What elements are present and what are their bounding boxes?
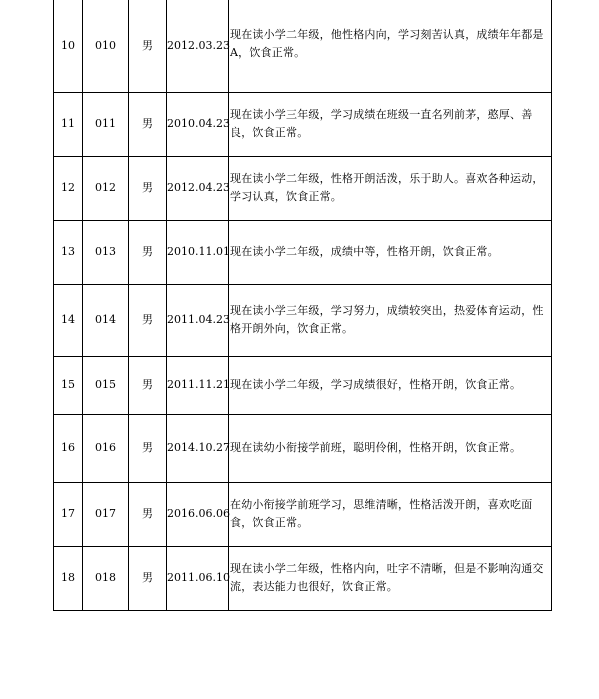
table-row [54, 0, 552, 92]
birth-date-cell: 2011.11.21 [167, 356, 229, 414]
table-row [54, 220, 552, 284]
table-row [54, 414, 552, 482]
description-cell: 现在读幼小衔接学前班，聪明伶俐，性格开朗，饮食正常。 [229, 414, 552, 482]
birth-date-cell: 2016.06.06 [167, 482, 229, 546]
gender-cell: 男 [129, 546, 167, 610]
description-cell: 现在读小学二年级，他性格内向，学习刻苦认真，成绩年年都是A，饮食正常。 [229, 0, 552, 92]
student-id-cell: 015 [83, 356, 129, 414]
birth-date-cell: 2012.04.23 [167, 156, 229, 220]
description-cell: 现在读小学二年级，性格内向，吐字不清晰，但是不影响沟通交流，表达能力也很好，饮食正常。 [229, 546, 552, 610]
gender-cell: 男 [129, 356, 167, 414]
description-cell: 现在读小学三年级，学习努力，成绩较突出，热爱体育运动，性格开朗外向，饮食正常。 [229, 284, 552, 356]
description-cell: 在幼小衔接学前班学习，思维清晰，性格活泼开朗，喜欢吃面食，饮食正常。 [229, 482, 552, 546]
gender-cell: 男 [129, 284, 167, 356]
student-id-cell: 011 [83, 92, 129, 156]
row-number-cell: 10 [54, 0, 83, 92]
table-row [54, 482, 552, 546]
description-cell: 现在读小学三年级，学习成绩在班级一直名列前茅，憨厚、善良，饮食正常。 [229, 92, 552, 156]
description-cell: 现在读小学二年级，成绩中等，性格开朗，饮食正常。 [229, 220, 552, 284]
row-number-cell: 14 [54, 284, 83, 356]
student-id-cell: 018 [83, 546, 129, 610]
gender-cell: 男 [129, 156, 167, 220]
student-id-cell: 010 [83, 0, 129, 92]
student-id-cell: 017 [83, 482, 129, 546]
table-row [54, 356, 552, 414]
row-number-cell: 11 [54, 92, 83, 156]
gender-cell: 男 [129, 414, 167, 482]
row-number-cell: 18 [54, 546, 83, 610]
row-number-cell: 15 [54, 356, 83, 414]
table-row [54, 546, 552, 610]
birth-date-cell: 2012.03.23 [167, 0, 229, 92]
row-number-cell: 17 [54, 482, 83, 546]
description-cell: 现在读小学二年级，学习成绩很好，性格开朗，饮食正常。 [229, 356, 552, 414]
gender-cell: 男 [129, 92, 167, 156]
table-row [54, 92, 552, 156]
student-id-cell: 012 [83, 156, 129, 220]
gender-cell: 男 [129, 220, 167, 284]
row-number-cell: 13 [54, 220, 83, 284]
gender-cell: 男 [129, 482, 167, 546]
birth-date-cell: 2011.04.23 [167, 284, 229, 356]
row-number-cell: 16 [54, 414, 83, 482]
birth-date-cell: 2010.11.01 [167, 220, 229, 284]
description-cell: 现在读小学二年级，性格开朗活泼，乐于助人。喜欢各种运动，学习认真，饮食正常。 [229, 156, 552, 220]
birth-date-cell: 2014.10.27 [167, 414, 229, 482]
birth-date-cell: 2010.04.23 [167, 92, 229, 156]
table-row [54, 156, 552, 220]
student-records-table [53, 0, 552, 611]
gender-cell: 男 [129, 0, 167, 92]
student-id-cell: 013 [83, 220, 129, 284]
row-number-cell: 12 [54, 156, 83, 220]
table-row [54, 284, 552, 356]
birth-date-cell: 2011.06.10 [167, 546, 229, 610]
student-id-cell: 016 [83, 414, 129, 482]
student-id-cell: 014 [83, 284, 129, 356]
